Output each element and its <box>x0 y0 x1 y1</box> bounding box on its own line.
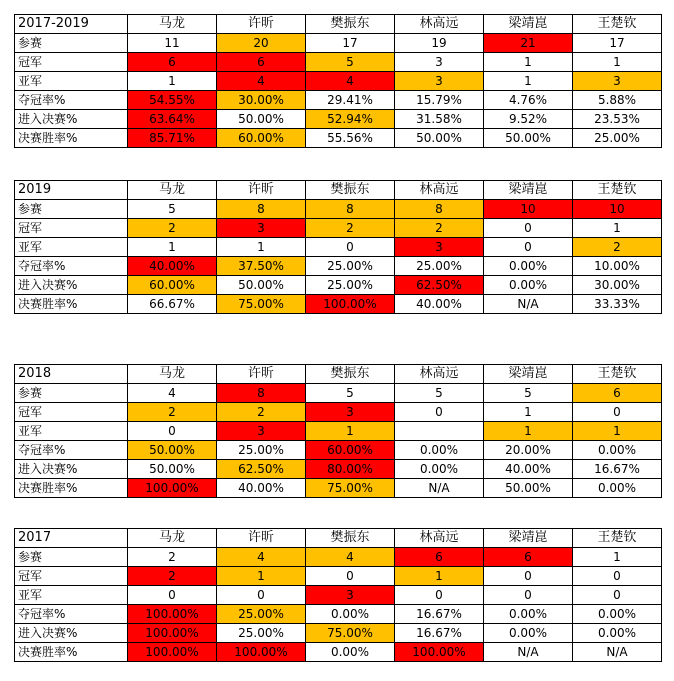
stat-cell: 0 <box>217 586 306 605</box>
stat-cell: 0.00% <box>573 605 662 624</box>
stat-cell: 2 <box>128 219 217 238</box>
stat-cell: 8 <box>217 200 306 219</box>
stat-cell: 0.00% <box>573 441 662 460</box>
stat-cell: 0.00% <box>484 624 573 643</box>
stat-cell: 3 <box>217 219 306 238</box>
stat-cell: 40.00% <box>128 257 217 276</box>
stat-cell: 0 <box>306 567 395 586</box>
stat-cell: 1 <box>573 422 662 441</box>
stat-cell: 25.00% <box>306 276 395 295</box>
stat-cell: 6 <box>128 53 217 72</box>
stat-cell: 25.00% <box>217 441 306 460</box>
stat-cell: 3 <box>395 238 484 257</box>
stat-cell: 10 <box>573 200 662 219</box>
table-row <box>15 295 662 314</box>
stat-cell: 15.79% <box>395 91 484 110</box>
stat-cell: 0 <box>484 567 573 586</box>
stat-cell: 50.00% <box>484 129 573 148</box>
table-row <box>15 219 662 238</box>
stat-cell: N/A <box>484 643 573 662</box>
stat-cell: 40.00% <box>217 479 306 498</box>
row-label: 夺冠率% <box>15 605 128 624</box>
table-row <box>15 34 662 53</box>
player-header: 许昕 <box>217 181 306 200</box>
table-row <box>15 403 662 422</box>
stat-cell: 0.00% <box>395 441 484 460</box>
stat-cell: 2 <box>128 548 217 567</box>
stat-cell: 5.88% <box>573 91 662 110</box>
row-label: 决赛胜率% <box>15 129 128 148</box>
stat-cell: 0 <box>573 403 662 422</box>
player-header: 许昕 <box>217 529 306 548</box>
stat-cell: 0.00% <box>484 605 573 624</box>
stat-cell: 85.71% <box>128 129 217 148</box>
row-label: 夺冠率% <box>15 257 128 276</box>
stat-cell: 100.00% <box>128 479 217 498</box>
stat-cell: 8 <box>306 200 395 219</box>
stat-cell: N/A <box>484 295 573 314</box>
player-header: 马龙 <box>128 365 217 384</box>
stats-table-2017-2019 <box>14 14 662 148</box>
player-header: 梁靖崑 <box>484 181 573 200</box>
table-title: 2018 <box>15 365 128 384</box>
stat-cell: 5 <box>306 53 395 72</box>
stat-cell: 0 <box>395 403 484 422</box>
stat-cell: 62.50% <box>395 276 484 295</box>
stat-cell: 30.00% <box>573 276 662 295</box>
table-row <box>15 238 662 257</box>
stat-cell: 4.76% <box>484 91 573 110</box>
table-row <box>15 422 662 441</box>
table-row <box>15 110 662 129</box>
stat-cell: 1 <box>573 548 662 567</box>
player-header: 樊振东 <box>306 15 395 34</box>
player-header: 林高远 <box>395 365 484 384</box>
row-label: 冠军 <box>15 567 128 586</box>
stat-cell: 0.00% <box>484 276 573 295</box>
stat-cell: 2 <box>306 219 395 238</box>
player-header: 林高远 <box>395 529 484 548</box>
stat-cell: 100.00% <box>128 624 217 643</box>
stat-cell: 5 <box>484 384 573 403</box>
stat-cell <box>395 422 484 441</box>
row-label: 冠军 <box>15 403 128 422</box>
stat-cell: 54.55% <box>128 91 217 110</box>
row-label: 冠军 <box>15 219 128 238</box>
stat-cell: 10 <box>484 200 573 219</box>
stat-cell: 2 <box>128 567 217 586</box>
stat-cell: 4 <box>217 548 306 567</box>
stat-cell: 0 <box>306 238 395 257</box>
stat-cell: 1 <box>573 53 662 72</box>
row-label: 进入决赛% <box>15 110 128 129</box>
stat-cell: 4 <box>217 72 306 91</box>
stat-cell: 0 <box>573 567 662 586</box>
stat-cell: 17 <box>573 34 662 53</box>
stat-cell: 0.00% <box>484 257 573 276</box>
player-header: 王楚钦 <box>573 529 662 548</box>
table-row <box>15 479 662 498</box>
stat-cell: 0 <box>128 586 217 605</box>
stat-cell: 0.00% <box>395 460 484 479</box>
stat-cell: 66.67% <box>128 295 217 314</box>
table-row <box>15 384 662 403</box>
stat-cell: 19 <box>395 34 484 53</box>
row-label: 决赛胜率% <box>15 643 128 662</box>
stat-cell: 0 <box>484 586 573 605</box>
stat-cell: 6 <box>484 548 573 567</box>
player-header: 樊振东 <box>306 365 395 384</box>
stat-cell: 0.00% <box>306 643 395 662</box>
table-row <box>15 548 662 567</box>
table-row <box>15 567 662 586</box>
row-label: 进入决赛% <box>15 460 128 479</box>
table-row <box>15 586 662 605</box>
stat-cell: 25.00% <box>573 129 662 148</box>
stat-cell: 0 <box>395 586 484 605</box>
stat-cell: 20 <box>217 34 306 53</box>
stat-cell: 29.41% <box>306 91 395 110</box>
stat-cell: 1 <box>484 403 573 422</box>
row-label: 进入决赛% <box>15 624 128 643</box>
stats-table-2018 <box>14 364 662 498</box>
stat-cell: 75.00% <box>306 624 395 643</box>
stat-cell: 1 <box>306 422 395 441</box>
player-header: 林高远 <box>395 181 484 200</box>
stat-cell: 100.00% <box>217 643 306 662</box>
player-header: 梁靖崑 <box>484 365 573 384</box>
stat-cell: 1 <box>484 53 573 72</box>
stat-cell: 60.00% <box>128 276 217 295</box>
stat-cell: 50.00% <box>128 460 217 479</box>
stat-cell: 5 <box>395 384 484 403</box>
stat-cell: 50.00% <box>484 479 573 498</box>
row-label: 冠军 <box>15 53 128 72</box>
row-label: 亚军 <box>15 586 128 605</box>
player-header: 王楚钦 <box>573 365 662 384</box>
stat-cell: 3 <box>395 72 484 91</box>
stat-cell: 5 <box>128 200 217 219</box>
stat-cell: 3 <box>395 53 484 72</box>
stat-cell: 1 <box>395 567 484 586</box>
stat-cell: 2 <box>217 403 306 422</box>
stat-cell: 2 <box>395 219 484 238</box>
player-header: 梁靖崑 <box>484 15 573 34</box>
player-header: 林高远 <box>395 15 484 34</box>
stat-cell: 30.00% <box>217 91 306 110</box>
player-header: 樊振东 <box>306 529 395 548</box>
stat-cell: 11 <box>128 34 217 53</box>
stat-cell: 4 <box>306 548 395 567</box>
stats-table-2017 <box>14 528 662 662</box>
stat-cell: 5 <box>306 384 395 403</box>
stat-cell: 2 <box>128 403 217 422</box>
stat-cell: 40.00% <box>484 460 573 479</box>
player-header: 马龙 <box>128 181 217 200</box>
stat-cell: 0 <box>573 586 662 605</box>
stat-cell: 1 <box>484 72 573 91</box>
stat-cell: 0.00% <box>573 479 662 498</box>
stat-cell: 8 <box>395 200 484 219</box>
stat-cell: 0.00% <box>573 624 662 643</box>
stat-cell: 75.00% <box>306 479 395 498</box>
player-header: 马龙 <box>128 15 217 34</box>
table-title: 2017 <box>15 529 128 548</box>
stat-cell: 80.00% <box>306 460 395 479</box>
stat-cell: 16.67% <box>395 624 484 643</box>
stat-cell: 40.00% <box>395 295 484 314</box>
stat-cell: 50.00% <box>395 129 484 148</box>
stat-cell: 10.00% <box>573 257 662 276</box>
table-row <box>15 72 662 91</box>
stat-cell: 55.56% <box>306 129 395 148</box>
stat-cell: 6 <box>217 53 306 72</box>
stat-cell: 1 <box>128 238 217 257</box>
stat-cell: 75.00% <box>217 295 306 314</box>
stat-cell: 25.00% <box>306 257 395 276</box>
table-row <box>15 53 662 72</box>
row-label: 参赛 <box>15 34 128 53</box>
row-label: 参赛 <box>15 384 128 403</box>
stat-cell: 0 <box>484 238 573 257</box>
row-label: 亚军 <box>15 72 128 91</box>
table-row <box>15 460 662 479</box>
stat-cell: 31.58% <box>395 110 484 129</box>
stat-cell: 23.53% <box>573 110 662 129</box>
row-label: 夺冠率% <box>15 441 128 460</box>
table-row <box>15 605 662 624</box>
stat-cell: N/A <box>573 643 662 662</box>
stat-cell: 60.00% <box>306 441 395 460</box>
header-row <box>15 181 662 200</box>
stat-cell: 62.50% <box>217 460 306 479</box>
table-row <box>15 91 662 110</box>
stat-cell: 52.94% <box>306 110 395 129</box>
table-row <box>15 441 662 460</box>
table-row <box>15 624 662 643</box>
table-row <box>15 129 662 148</box>
header-row <box>15 15 662 34</box>
stat-cell: 1 <box>217 238 306 257</box>
player-header: 马龙 <box>128 529 217 548</box>
row-label: 参赛 <box>15 548 128 567</box>
stat-cell: 100.00% <box>128 605 217 624</box>
stat-cell: 100.00% <box>395 643 484 662</box>
stat-cell: 0 <box>128 422 217 441</box>
stat-cell: 1 <box>484 422 573 441</box>
header-row <box>15 529 662 548</box>
stat-cell: 16.67% <box>395 605 484 624</box>
player-header: 梁靖崑 <box>484 529 573 548</box>
table-row <box>15 643 662 662</box>
stat-cell: 37.50% <box>217 257 306 276</box>
table-title: 2017-2019 <box>15 15 128 34</box>
player-header: 许昕 <box>217 15 306 34</box>
table-row <box>15 276 662 295</box>
stat-cell: 2 <box>573 238 662 257</box>
header-row <box>15 365 662 384</box>
stat-cell: 25.00% <box>217 605 306 624</box>
stat-cell: 60.00% <box>217 129 306 148</box>
player-header: 王楚钦 <box>573 15 662 34</box>
stat-cell: 1 <box>128 72 217 91</box>
stat-cell: 1 <box>217 567 306 586</box>
stat-cell: 17 <box>306 34 395 53</box>
stat-cell: 1 <box>573 219 662 238</box>
stat-cell: 33.33% <box>573 295 662 314</box>
stat-cell: 3 <box>306 586 395 605</box>
stat-cell: 0.00% <box>306 605 395 624</box>
row-label: 夺冠率% <box>15 91 128 110</box>
stats-table-2019 <box>14 180 662 314</box>
stat-cell: 8 <box>217 384 306 403</box>
stat-cell: 6 <box>395 548 484 567</box>
table-row <box>15 200 662 219</box>
stat-cell: 100.00% <box>306 295 395 314</box>
stat-cell: N/A <box>395 479 484 498</box>
row-label: 进入决赛% <box>15 276 128 295</box>
row-label: 决赛胜率% <box>15 479 128 498</box>
stat-cell: 4 <box>128 384 217 403</box>
stat-cell: 9.52% <box>484 110 573 129</box>
table-row <box>15 257 662 276</box>
row-label: 亚军 <box>15 238 128 257</box>
row-label: 决赛胜率% <box>15 295 128 314</box>
stat-cell: 50.00% <box>128 441 217 460</box>
player-header: 王楚钦 <box>573 181 662 200</box>
stat-cell: 25.00% <box>395 257 484 276</box>
table-title: 2019 <box>15 181 128 200</box>
stat-cell: 50.00% <box>217 276 306 295</box>
stat-cell: 63.64% <box>128 110 217 129</box>
stat-cell: 50.00% <box>217 110 306 129</box>
stat-cell: 3 <box>573 72 662 91</box>
stat-cell: 3 <box>217 422 306 441</box>
stat-cell: 6 <box>573 384 662 403</box>
player-header: 许昕 <box>217 365 306 384</box>
stat-cell: 4 <box>306 72 395 91</box>
row-label: 参赛 <box>15 200 128 219</box>
stat-cell: 20.00% <box>484 441 573 460</box>
player-header: 樊振东 <box>306 181 395 200</box>
stat-cell: 25.00% <box>217 624 306 643</box>
stat-cell: 0 <box>484 219 573 238</box>
row-label: 亚军 <box>15 422 128 441</box>
stat-cell: 16.67% <box>573 460 662 479</box>
stat-cell: 3 <box>306 403 395 422</box>
stat-cell: 21 <box>484 34 573 53</box>
stat-cell: 100.00% <box>128 643 217 662</box>
